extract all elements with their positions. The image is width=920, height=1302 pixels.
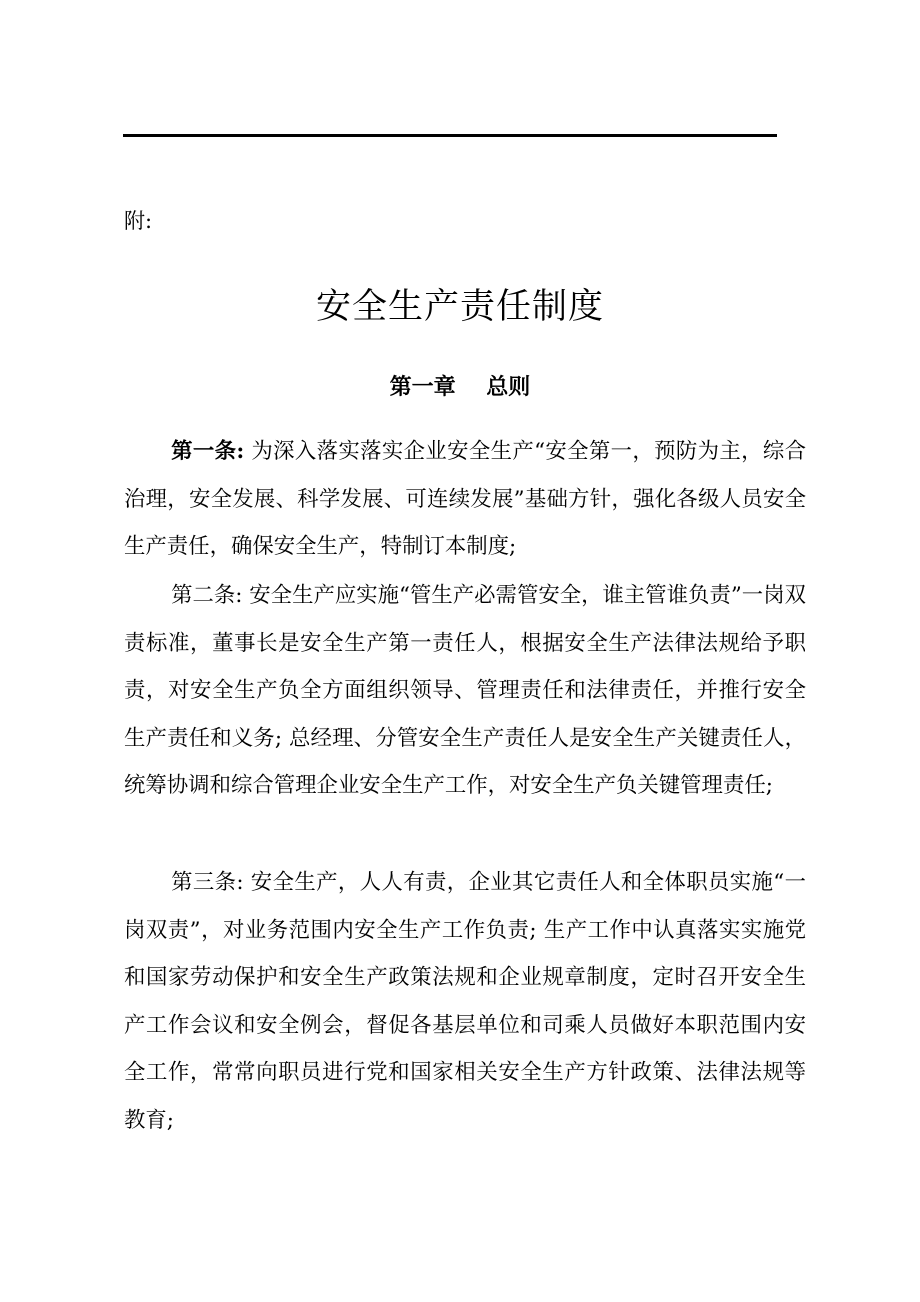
article-number: 第二条: <box>171 583 243 608</box>
article-paragraph <box>124 428 806 571</box>
header-rule <box>123 134 777 137</box>
article-text: 安全生产应实施“管生产必需管安全，谁主管谁负责”一岗双责标准，董事长是安全生产第一责任人，根据安全生产法律法规给予职责，对安全生产负全方面组织领导、管理责任和法律责任，并推行安全生产责任和义务; 总经理、分管安全生产责任人是安全生产关键责任人，统筹协调和综合管理企业安全生产工作，对安全生产负关键管理责任; <box>124 583 806 799</box>
article-paragraph <box>124 859 806 1145</box>
article-number: 第三条: <box>171 870 244 895</box>
article-text: 安全生产，人人有责，企业其它责任人和全体职员实施“一岗双责”，对业务范围内安全生产工作负责; 生产工作中认真落实实施党和国家劳动保护和安全生产政策法规和企业规章制度，定时召开安全生产工作会议和安全例会，督促各基层单位和司乘人员做好本职范围内安全工作，常常向职员进行党和国家相关安全生产方针政策、法律法规等教育; <box>124 870 806 1133</box>
article-1 <box>124 428 806 571</box>
document-title: 安全生产责任制度 <box>315 287 604 327</box>
article-number: 第一条: <box>171 439 245 464</box>
article-3 <box>124 859 806 1145</box>
chapter-heading: 第一章 总则 <box>389 375 531 400</box>
article-text: 为深入落实落实企业安全生产“安全第一，预防为主，综合治理，安全发展、科学发展、可连续发展”基础方针，强化各级人员安全生产责任，确保安全生产，特制订本制度; <box>124 439 806 560</box>
article-2 <box>124 572 806 810</box>
article-paragraph <box>124 572 806 810</box>
attachment-label: 附: <box>124 209 153 233</box>
